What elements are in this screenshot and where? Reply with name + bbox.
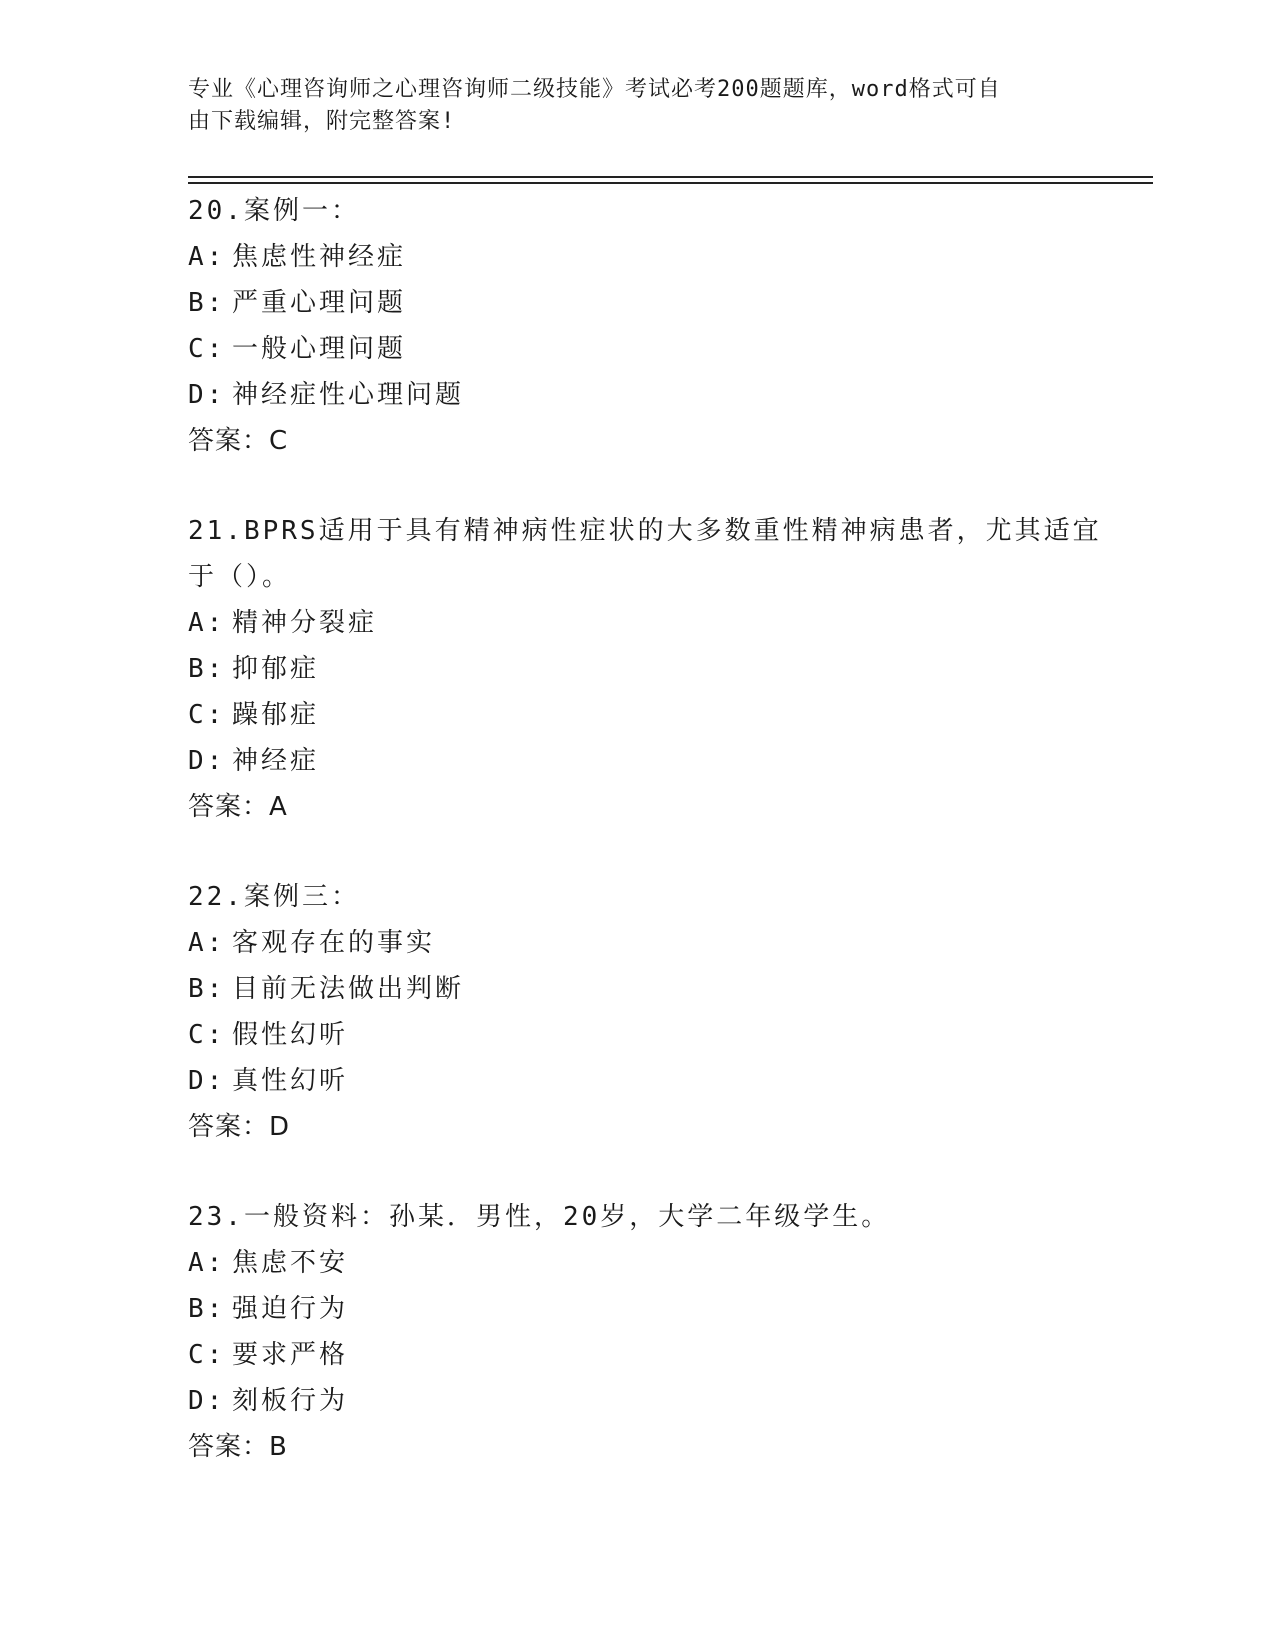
option-letter: C: (188, 1340, 226, 1370)
option-text: 神经症性心理问题 (232, 380, 465, 410)
answer-line: 答案：C (188, 426, 289, 456)
option-text: 焦虑不安 (232, 1248, 349, 1278)
option-text: 强迫行为 (232, 1294, 349, 1324)
option-text: 精神分裂症 (232, 608, 378, 638)
option-d (188, 1378, 1108, 1424)
option-c (188, 1332, 1108, 1378)
option-text: 一般心理问题 (232, 334, 407, 364)
option-a (188, 234, 1108, 280)
option-d (188, 738, 1108, 784)
option-b (188, 280, 1108, 326)
option-letter: D: (188, 746, 226, 776)
option-text: 要求严格 (232, 1340, 349, 1370)
option-text: 神经症 (232, 746, 320, 776)
document-header (188, 74, 1088, 138)
option-text: 焦虑性神经症 (232, 242, 407, 272)
question-stem: 21.BPRS适用于具有精神病性症状的大多数重性精神病患者，尤其适宜 (188, 516, 1102, 546)
option-text: 客观存在的事实 (232, 928, 436, 958)
option-letter: A: (188, 928, 226, 958)
question-stem: 22.案例三： (188, 882, 360, 912)
option-d (188, 372, 1108, 418)
option-letter: C: (188, 1020, 226, 1050)
option-text: 抑郁症 (232, 654, 320, 684)
option-text: 目前无法做出判断 (232, 974, 465, 1004)
option-b (188, 646, 1108, 692)
header-line-1: 专业《心理咨询师之心理咨询师二级技能》考试必考200题题库，word格式可自 (188, 77, 1001, 102)
question-stem: 20.案例一： (188, 196, 360, 226)
option-b (188, 966, 1108, 1012)
header-divider-bottom (188, 182, 1153, 184)
header-line-2: 由下载编辑，附完整答案! (188, 109, 456, 134)
header-divider-top (188, 176, 1153, 178)
option-a (188, 600, 1108, 646)
option-text: 严重心理问题 (232, 288, 407, 318)
option-text: 躁郁症 (232, 700, 320, 730)
answer-line: 答案：D (188, 1112, 291, 1142)
option-a (188, 1240, 1108, 1286)
option-letter: C: (188, 334, 226, 364)
option-a (188, 920, 1108, 966)
option-c (188, 1012, 1108, 1058)
option-letter: D: (188, 1386, 226, 1416)
question-stem: 23.一般资料：孙某．男性，20岁，大学二年级学生。 (188, 1202, 891, 1232)
option-letter: A: (188, 608, 226, 638)
option-letter: A: (188, 242, 226, 272)
option-text: 假性幻听 (232, 1020, 349, 1050)
answer-line: 答案：A (188, 792, 288, 822)
option-letter: B: (188, 974, 226, 1004)
option-d (188, 1058, 1108, 1104)
option-b (188, 1286, 1108, 1332)
question-item (188, 874, 1108, 1150)
option-text: 刻板行为 (232, 1386, 349, 1416)
question-item (188, 1194, 1108, 1470)
option-letter: B: (188, 1294, 226, 1324)
option-letter: D: (188, 1066, 226, 1096)
option-letter: A: (188, 1248, 226, 1278)
question-item (188, 188, 1108, 464)
answer-line: 答案：B (188, 1432, 288, 1462)
option-letter: B: (188, 288, 226, 318)
question-stem-continued: 于（）。 (188, 562, 292, 592)
question-item (188, 508, 1108, 830)
option-text: 真性幻听 (232, 1066, 349, 1096)
option-c (188, 692, 1108, 738)
option-c (188, 326, 1108, 372)
option-letter: D: (188, 380, 226, 410)
option-letter: C: (188, 700, 226, 730)
question-list (188, 188, 1108, 1514)
option-letter: B: (188, 654, 226, 684)
